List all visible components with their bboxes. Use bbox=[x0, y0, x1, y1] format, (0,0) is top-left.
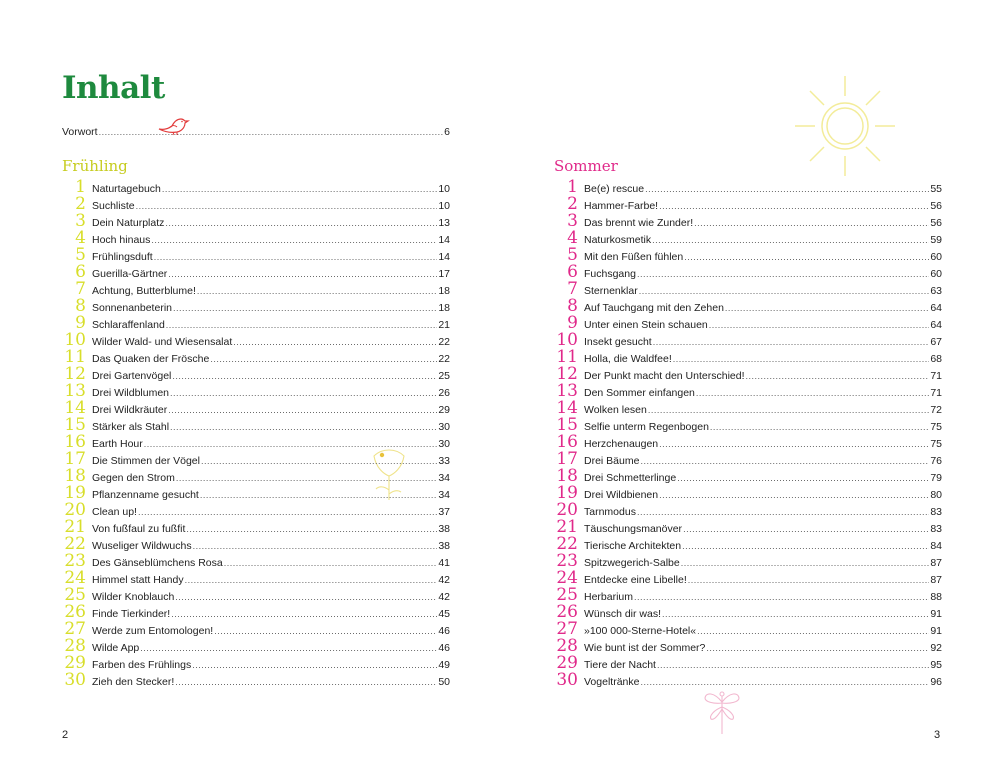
toc-entry-page: 25 bbox=[438, 370, 450, 382]
toc-entry-label: Earth Hour bbox=[92, 438, 143, 450]
toc-entry-number: 18 bbox=[64, 466, 86, 486]
toc-entry-number: 10 bbox=[556, 330, 578, 350]
toc-entry[interactable] bbox=[554, 485, 942, 502]
toc-entry[interactable] bbox=[62, 366, 450, 383]
toc-entry-label: Tiere der Nacht bbox=[584, 659, 656, 671]
toc-entry-page: 18 bbox=[438, 302, 450, 314]
toc-entry-page: 33 bbox=[438, 455, 450, 467]
toc-entry-label: Drei Schmetterlinge bbox=[584, 472, 677, 484]
toc-entry-page: 95 bbox=[930, 659, 942, 671]
toc-entry-label: Naturtagebuch bbox=[92, 183, 161, 195]
toc-entry-label: Tierische Architekten bbox=[584, 540, 682, 552]
bird-icon bbox=[156, 114, 190, 136]
toc-entry[interactable] bbox=[554, 672, 942, 689]
page-title: Inhalt bbox=[62, 70, 165, 106]
toc-entry[interactable] bbox=[62, 604, 450, 621]
toc-entry-label: Hoch hinaus bbox=[92, 234, 151, 246]
toc-entry-page: 72 bbox=[930, 404, 942, 416]
toc-entry-label: Drei Wildbienen bbox=[584, 489, 659, 501]
toc-entry-label: Täuschungsmanöver bbox=[584, 523, 683, 535]
toc-entry-page: 26 bbox=[438, 387, 450, 399]
toc-entry-label: Werde zum Entomologen! bbox=[92, 625, 214, 637]
toc-entry-page: 38 bbox=[438, 523, 450, 535]
toc-entry[interactable] bbox=[62, 332, 450, 349]
toc-entry-label: Pflanzenname gesucht bbox=[92, 489, 199, 501]
toc-entry-number: 8 bbox=[567, 296, 578, 316]
toc-entry-page: 64 bbox=[930, 302, 942, 314]
toc-entry[interactable] bbox=[62, 247, 450, 264]
toc-entry-page: 87 bbox=[930, 574, 942, 586]
toc-entry-number: 28 bbox=[556, 636, 578, 656]
toc-entry[interactable] bbox=[554, 587, 942, 604]
toc-entry-page: 60 bbox=[930, 268, 942, 280]
toc-entry-number: 5 bbox=[75, 245, 86, 265]
toc-entry-label: Wuseliger Wildwuchs bbox=[92, 540, 192, 552]
toc-list-summer bbox=[554, 179, 942, 689]
toc-entry-page: 92 bbox=[930, 642, 942, 654]
toc-entry-number: 4 bbox=[75, 228, 86, 248]
toc-entry-page: 42 bbox=[438, 574, 450, 586]
toc-entry-label: Zieh den Stecker! bbox=[92, 676, 175, 688]
toc-entry-number: 27 bbox=[556, 619, 578, 639]
toc-entry-page: 10 bbox=[438, 183, 450, 195]
toc-entry-number: 18 bbox=[556, 466, 578, 486]
toc-entry-number: 23 bbox=[556, 551, 578, 571]
toc-entry-number: 11 bbox=[64, 347, 86, 367]
toc-entry-number: 4 bbox=[567, 228, 578, 248]
toc-entry[interactable] bbox=[554, 213, 942, 230]
toc-entry[interactable] bbox=[554, 179, 942, 196]
toc-entry-label: Die Stimmen der Vögel bbox=[92, 455, 200, 467]
toc-entry-label: »100 000-Sterne-Hotel« bbox=[584, 625, 697, 637]
toc-entry[interactable] bbox=[554, 519, 942, 536]
toc-entry-number: 26 bbox=[64, 602, 86, 622]
toc-entry-page: 67 bbox=[930, 336, 942, 348]
toc-entry-number: 6 bbox=[75, 262, 86, 282]
toc-entry-number: 26 bbox=[556, 602, 578, 622]
toc-entry-page: 49 bbox=[438, 659, 450, 671]
toc-entry-number: 6 bbox=[567, 262, 578, 282]
toc-entry-number: 27 bbox=[64, 619, 86, 639]
toc-entry-label: Spitzwegerich-Salbe bbox=[584, 557, 680, 569]
toc-entry[interactable] bbox=[62, 672, 450, 689]
toc-entry[interactable] bbox=[554, 281, 942, 298]
toc-entry-page: 46 bbox=[438, 625, 450, 637]
toc-entry-number: 29 bbox=[556, 653, 578, 673]
toc-page: 6 bbox=[444, 126, 450, 138]
toc-entry-label: Entdecke eine Libelle! bbox=[584, 574, 687, 586]
toc-entry-page: 17 bbox=[438, 268, 450, 280]
toc-entry[interactable] bbox=[554, 315, 942, 332]
toc-entry-number: 22 bbox=[64, 534, 86, 554]
toc-entry-number: 12 bbox=[64, 364, 86, 384]
toc-entry-page: 18 bbox=[438, 285, 450, 297]
toc-entry-number: 7 bbox=[75, 279, 86, 299]
toc-entry-label: Frühlingsduft bbox=[92, 251, 153, 263]
toc-entry-label: Drei Wildblumen bbox=[92, 387, 170, 399]
toc-entry[interactable] bbox=[62, 468, 450, 485]
toc-entry[interactable] bbox=[554, 536, 942, 553]
toc-entry[interactable] bbox=[554, 400, 942, 417]
toc-entry-number: 9 bbox=[75, 313, 86, 333]
toc-entry-label: Farben des Frühlings bbox=[92, 659, 192, 671]
toc-entry-label: Das brennt wie Zunder! bbox=[584, 217, 694, 229]
toc-entry-page: 38 bbox=[438, 540, 450, 552]
toc-entry[interactable] bbox=[554, 621, 942, 638]
toc-entry-label: Selfie unterm Regenbogen bbox=[584, 421, 709, 433]
toc-entry-label: Drei Gartenvögel bbox=[92, 370, 172, 382]
toc-entry-number: 13 bbox=[64, 381, 86, 401]
toc-entry-label: Herbarium bbox=[584, 591, 634, 603]
toc-entry-number: 29 bbox=[64, 653, 86, 673]
toc-entry[interactable] bbox=[554, 196, 942, 213]
toc-entry-page: 56 bbox=[930, 217, 942, 229]
toc-entry-number: 17 bbox=[556, 449, 578, 469]
toc-entry-number: 23 bbox=[64, 551, 86, 571]
toc-list-spring bbox=[62, 179, 450, 689]
toc-entry[interactable] bbox=[62, 655, 450, 672]
toc-entry[interactable] bbox=[554, 383, 942, 400]
toc-entry-label: Fuchsgang bbox=[584, 268, 636, 280]
toc-entry[interactable] bbox=[62, 213, 450, 230]
toc-entry-page: 10 bbox=[438, 200, 450, 212]
toc-entry-label: Vogeltränke bbox=[584, 676, 640, 688]
toc-entry-page: 30 bbox=[438, 421, 450, 433]
section-heading-summer: Sommer bbox=[554, 157, 618, 175]
toc-entry[interactable] bbox=[62, 179, 450, 196]
toc-entry-label: Sternenklar bbox=[584, 285, 638, 297]
toc-entry[interactable] bbox=[554, 553, 942, 570]
toc-entry-page: 34 bbox=[438, 472, 450, 484]
toc-entry-label: Auf Tauchgang mit den Zehen bbox=[584, 302, 724, 314]
page-number-left: 2 bbox=[62, 729, 69, 741]
toc-entry[interactable] bbox=[554, 349, 942, 366]
toc-entry-page: 59 bbox=[930, 234, 942, 246]
toc-entry-label: Herzchenaugen bbox=[584, 438, 659, 450]
toc-entry-label: Das Quaken der Frösche bbox=[92, 353, 210, 365]
toc-entry-label: Sonnenanbeterin bbox=[92, 302, 172, 314]
toc-entry-number: 30 bbox=[64, 670, 86, 690]
toc-entry-page: 60 bbox=[930, 251, 942, 263]
toc-entry[interactable] bbox=[62, 196, 450, 213]
toc-entry[interactable] bbox=[554, 638, 942, 655]
toc-entry-number: 24 bbox=[556, 568, 578, 588]
toc-entry-number: 19 bbox=[64, 483, 86, 503]
toc-entry-label: Tarnmodus bbox=[584, 506, 636, 518]
toc-entry-label: Der Punkt macht den Unterschied! bbox=[584, 370, 745, 382]
toc-entry-number: 2 bbox=[567, 194, 578, 214]
toc-entry-number: 21 bbox=[556, 517, 578, 537]
toc-entry-number: 24 bbox=[64, 568, 86, 588]
toc-entry[interactable] bbox=[62, 502, 450, 519]
toc-entry-number: 5 bbox=[567, 245, 578, 265]
toc-entry-number: 21 bbox=[64, 517, 86, 537]
toc-entry-number: 12 bbox=[556, 364, 578, 384]
toc-entry[interactable] bbox=[62, 298, 450, 315]
toc-entry[interactable] bbox=[62, 349, 450, 366]
toc-entry[interactable] bbox=[554, 366, 942, 383]
toc-entry-page: 88 bbox=[930, 591, 942, 603]
toc-entry-number: 1 bbox=[567, 177, 578, 197]
toc-entry-page: 96 bbox=[930, 676, 942, 688]
toc-entry-number: 10 bbox=[64, 330, 86, 350]
toc-entry[interactable] bbox=[554, 604, 942, 621]
toc-entry[interactable] bbox=[554, 451, 942, 468]
toc-entry-page: 91 bbox=[930, 625, 942, 637]
toc-entry-number: 14 bbox=[64, 398, 86, 418]
toc-entry[interactable] bbox=[62, 553, 450, 570]
page-number-right: 3 bbox=[934, 729, 941, 741]
toc-entry-number: 13 bbox=[556, 381, 578, 401]
toc-entry[interactable] bbox=[554, 417, 942, 434]
toc-entry-page: 29 bbox=[438, 404, 450, 416]
toc-entry-label: Drei Wildkräuter bbox=[92, 404, 168, 416]
toc-entry-page: 34 bbox=[438, 489, 450, 501]
toc-entry-page: 71 bbox=[930, 387, 942, 399]
toc-entry-number: 20 bbox=[556, 500, 578, 520]
toc-entry[interactable] bbox=[62, 281, 450, 298]
toc-entry-number: 16 bbox=[64, 432, 86, 452]
toc-entry[interactable] bbox=[62, 264, 450, 281]
toc-entry-page: 83 bbox=[930, 506, 942, 518]
toc-entry-number: 14 bbox=[556, 398, 578, 418]
toc-entry-page: 22 bbox=[438, 336, 450, 348]
toc-entry-page: 71 bbox=[930, 370, 942, 382]
sun-icon bbox=[790, 70, 900, 180]
toc-entry[interactable] bbox=[62, 570, 450, 587]
section-heading-spring: Frühling bbox=[62, 157, 128, 175]
toc-entry-page: 75 bbox=[930, 438, 942, 450]
toc-entry-page: 14 bbox=[438, 251, 450, 263]
toc-entry-label: Naturkosmetik bbox=[584, 234, 652, 246]
toc-entry-label: Des Gänseblümchens Rosa bbox=[92, 557, 223, 569]
toc-entry[interactable] bbox=[554, 434, 942, 451]
toc-entry-number: 15 bbox=[64, 415, 86, 435]
toc-entry-number: 1 bbox=[75, 177, 86, 197]
toc-entry[interactable] bbox=[62, 434, 450, 451]
toc-entry-label: Stärker als Stahl bbox=[92, 421, 170, 433]
toc-entry-label: Wilde App bbox=[92, 642, 140, 654]
toc-entry[interactable] bbox=[554, 502, 942, 519]
toc-entry-label: Wilder Knoblauch bbox=[92, 591, 175, 603]
toc-entry-number: 30 bbox=[556, 670, 578, 690]
toc-entry-label: Himmel statt Handy bbox=[92, 574, 184, 586]
toc-entry-page: 30 bbox=[438, 438, 450, 450]
toc-entry[interactable] bbox=[62, 315, 450, 332]
toc-entry-label: Wolken lesen bbox=[584, 404, 647, 416]
toc-entry[interactable] bbox=[554, 468, 942, 485]
toc-entry-label: Schlaraffenland bbox=[92, 319, 165, 331]
toc-entry[interactable] bbox=[62, 485, 450, 502]
toc-entry-page: 63 bbox=[930, 285, 942, 297]
toc-entry[interactable] bbox=[554, 655, 942, 672]
toc-entry-number: 22 bbox=[556, 534, 578, 554]
toc-entry-page: 42 bbox=[438, 591, 450, 603]
toc-entry-number: 3 bbox=[75, 211, 86, 231]
toc-entry-page: 68 bbox=[930, 353, 942, 365]
toc-entry[interactable] bbox=[62, 417, 450, 434]
toc-entry-number: 19 bbox=[556, 483, 578, 503]
toc-entry-label: Wünsch dir was! bbox=[584, 608, 662, 620]
toc-entry[interactable] bbox=[62, 400, 450, 417]
toc-entry-page: 56 bbox=[930, 200, 942, 212]
toc-entry[interactable] bbox=[62, 587, 450, 604]
toc-entry-page: 13 bbox=[438, 217, 450, 229]
toc-entry-page: 14 bbox=[438, 234, 450, 246]
toc-preface[interactable] bbox=[62, 126, 450, 143]
toc-entry-number: 20 bbox=[64, 500, 86, 520]
toc-entry-label: Finde Tierkinder! bbox=[92, 608, 171, 620]
toc-entry-label: Dein Naturplatz bbox=[92, 217, 165, 229]
toc-entry-page: 37 bbox=[438, 506, 450, 518]
toc-entry-number: 16 bbox=[556, 432, 578, 452]
toc-entry-label: Von fußfaul zu fußfit bbox=[92, 523, 186, 535]
toc-entry-number: 25 bbox=[556, 585, 578, 605]
toc-entry-label: Holla, die Waldfee! bbox=[584, 353, 672, 365]
toc-entry-page: 46 bbox=[438, 642, 450, 654]
toc-entry-label: Guerilla-Gärtner bbox=[92, 268, 168, 280]
toc-entry-number: 11 bbox=[556, 347, 578, 367]
toc-entry-page: 21 bbox=[438, 319, 450, 331]
toc-entry-page: 87 bbox=[930, 557, 942, 569]
toc-entry[interactable] bbox=[554, 230, 942, 247]
toc-entry[interactable] bbox=[554, 570, 942, 587]
toc-entry-page: 83 bbox=[930, 523, 942, 535]
toc-entry-label: Wilder Wald- und Wiesensalat bbox=[92, 336, 233, 348]
toc-entry-label: Insekt gesucht bbox=[584, 336, 652, 348]
toc-entry-page: 45 bbox=[438, 608, 450, 620]
toc-entry-number: 25 bbox=[64, 585, 86, 605]
toc-entry-page: 64 bbox=[930, 319, 942, 331]
toc-entry-page: 22 bbox=[438, 353, 450, 365]
toc-entry-page: 41 bbox=[438, 557, 450, 569]
dragonfly-icon bbox=[702, 688, 742, 738]
toc-entry-label: Achtung, Butterblume! bbox=[92, 285, 196, 297]
toc-label: Vorwort bbox=[62, 126, 98, 138]
toc-entry-number: 7 bbox=[567, 279, 578, 299]
toc-entry-label: Wie bunt ist der Sommer? bbox=[584, 642, 706, 654]
toc-entry[interactable] bbox=[554, 332, 942, 349]
toc-entry[interactable] bbox=[62, 230, 450, 247]
toc-entry-label: Mit den Füßen fühlen bbox=[584, 251, 684, 263]
toc-entry-number: 15 bbox=[556, 415, 578, 435]
toc-entry-page: 50 bbox=[438, 676, 450, 688]
toc-entry-page: 91 bbox=[930, 608, 942, 620]
toc-entry[interactable] bbox=[554, 298, 942, 315]
toc-entry-page: 79 bbox=[930, 472, 942, 484]
toc-entry-label: Drei Bäume bbox=[584, 455, 640, 467]
toc-entry-number: 9 bbox=[567, 313, 578, 333]
toc-entry-label: Hammer-Farbe! bbox=[584, 200, 659, 212]
toc-entry[interactable] bbox=[62, 451, 450, 468]
toc-entry[interactable] bbox=[554, 264, 942, 281]
toc-entry-page: 75 bbox=[930, 421, 942, 433]
toc-entry-number: 17 bbox=[64, 449, 86, 469]
toc-entry[interactable] bbox=[62, 536, 450, 553]
toc-entry[interactable] bbox=[554, 247, 942, 264]
toc-entry-number: 28 bbox=[64, 636, 86, 656]
toc-entry-label: Gegen den Strom bbox=[92, 472, 175, 484]
toc-entry[interactable] bbox=[62, 621, 450, 638]
toc-entry-page: 80 bbox=[930, 489, 942, 501]
toc-entry-label: Clean up! bbox=[92, 506, 137, 518]
toc-entry-label: Suchliste bbox=[92, 200, 135, 212]
toc-entry-label: Den Sommer einfangen bbox=[584, 387, 695, 399]
toc-entry[interactable] bbox=[62, 638, 450, 655]
toc-entry-label: Be(e) rescue bbox=[584, 183, 645, 195]
toc-entry-number: 2 bbox=[75, 194, 86, 214]
toc-entry-page: 76 bbox=[930, 455, 942, 467]
toc-entry-page: 55 bbox=[930, 183, 942, 195]
toc-entry-label: Unter einen Stein schauen bbox=[584, 319, 708, 331]
toc-entry-number: 3 bbox=[567, 211, 578, 231]
toc-entry-page: 84 bbox=[930, 540, 942, 552]
toc-entry[interactable] bbox=[62, 519, 450, 536]
toc-entry[interactable] bbox=[62, 383, 450, 400]
toc-entry-number: 8 bbox=[75, 296, 86, 316]
